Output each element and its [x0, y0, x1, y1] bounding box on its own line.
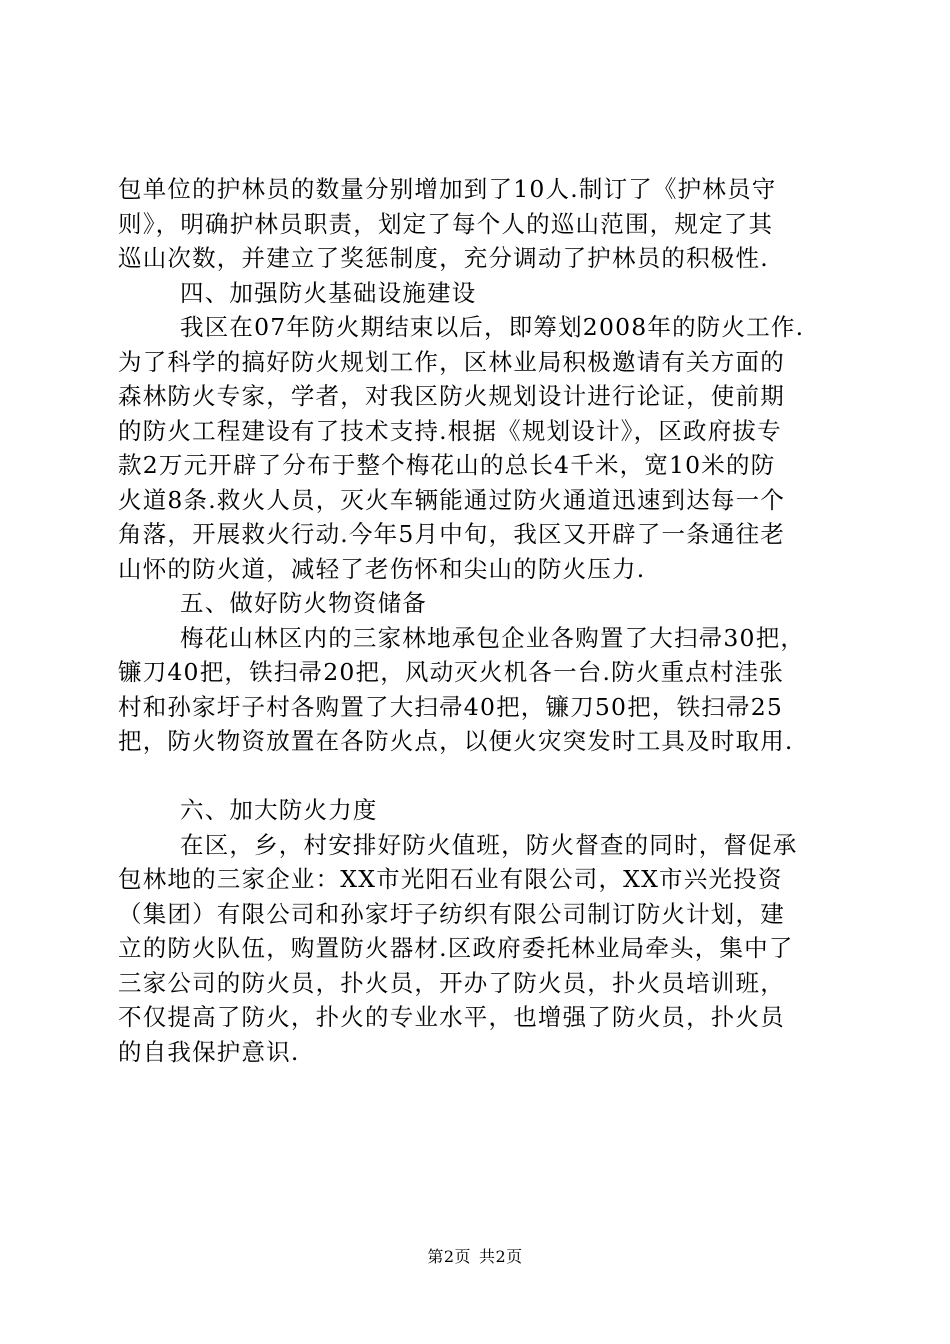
paragraph-start: 梅花山林区内的三家林地承包企业各购置了大扫帚30把，	[180, 623, 806, 652]
page-footer	[0, 1244, 950, 1267]
text-line: 的自我保护意识.	[118, 1037, 300, 1066]
page-number: 第2页	[427, 1247, 471, 1266]
text-line: 镰刀40把，铁扫帚20把，风动灭火机各一台.防火重点村洼张	[118, 658, 785, 686]
text-line: 则》，明确护林员职责，划定了每个人的巡山范围，规定了其	[118, 209, 774, 238]
text-line: 为了科学的搞好防火规划工作，区林业局积极邀请有关方面的	[118, 347, 785, 376]
section-heading-5: 五、做好防火物资储备	[180, 589, 427, 617]
paragraph-start: 我区在07年防火期结束以后，即筹划2008年的防火工作.	[180, 313, 805, 341]
text-line: 款2万元开辟了分布于整个梅花山的总长4千米，宽10米的防	[118, 451, 776, 479]
text-line: 包单位的护林员的数量分别增加到了10人.制订了《护林员守	[118, 175, 777, 203]
section-heading-6: 六、加大防火力度	[180, 796, 378, 824]
section-heading-4: 四、加强防火基础设施建设	[180, 278, 477, 307]
document-body	[118, 172, 838, 1069]
text-line: 立的防火队伍，购置防火器材.区政府委托林业局牵头，集中了	[118, 934, 794, 962]
text-line: 角落，开展救火行动.今年5月中旬，我区又开辟了一条通往老	[118, 520, 786, 548]
paragraph-start: 在区，乡，村安排好防火值班，防火督查的同时，督促承	[180, 830, 798, 859]
text-line: 山怀的防火道，减轻了老伤怀和尖山的防火压力.	[118, 554, 646, 583]
text-line: 三家公司的防火员，扑火员，开办了防火员，扑火员培训班，	[118, 968, 785, 997]
blank-line	[118, 759, 838, 794]
text-line: 包林地的三家企业：XX市光阳石业有限公司，XX市兴光投资	[118, 865, 783, 893]
text-line: 村和孙家圩子村各购置了大扫帚40把，镰刀50把，铁扫帚25	[118, 692, 784, 721]
text-line: 巡山次数，并建立了奖惩制度，充分调动了护林员的积极性.	[118, 244, 769, 272]
text-line: 森林防火专家，学者，对我区防火规划设计进行论证，使前期	[118, 382, 785, 410]
page-total: 共2页	[479, 1247, 523, 1266]
text-line: （集团）有限公司和孙家圩子纺织有限公司制订防火计划，建	[118, 899, 785, 928]
text-line: 火道8条.救火人员，灭火车辆能通过防火通道迅速到达每一个	[118, 485, 786, 514]
text-line: 不仅提高了防火，扑火的专业水平，也增强了防火员，扑火员	[118, 1003, 785, 1031]
text-line: 把，防火物资放置在各防火点，以便火灾突发时工具及时取用.	[118, 727, 794, 755]
text-line: 的防火工程建设有了技术支持.根据《规划设计》，区政府拔专	[118, 416, 782, 445]
